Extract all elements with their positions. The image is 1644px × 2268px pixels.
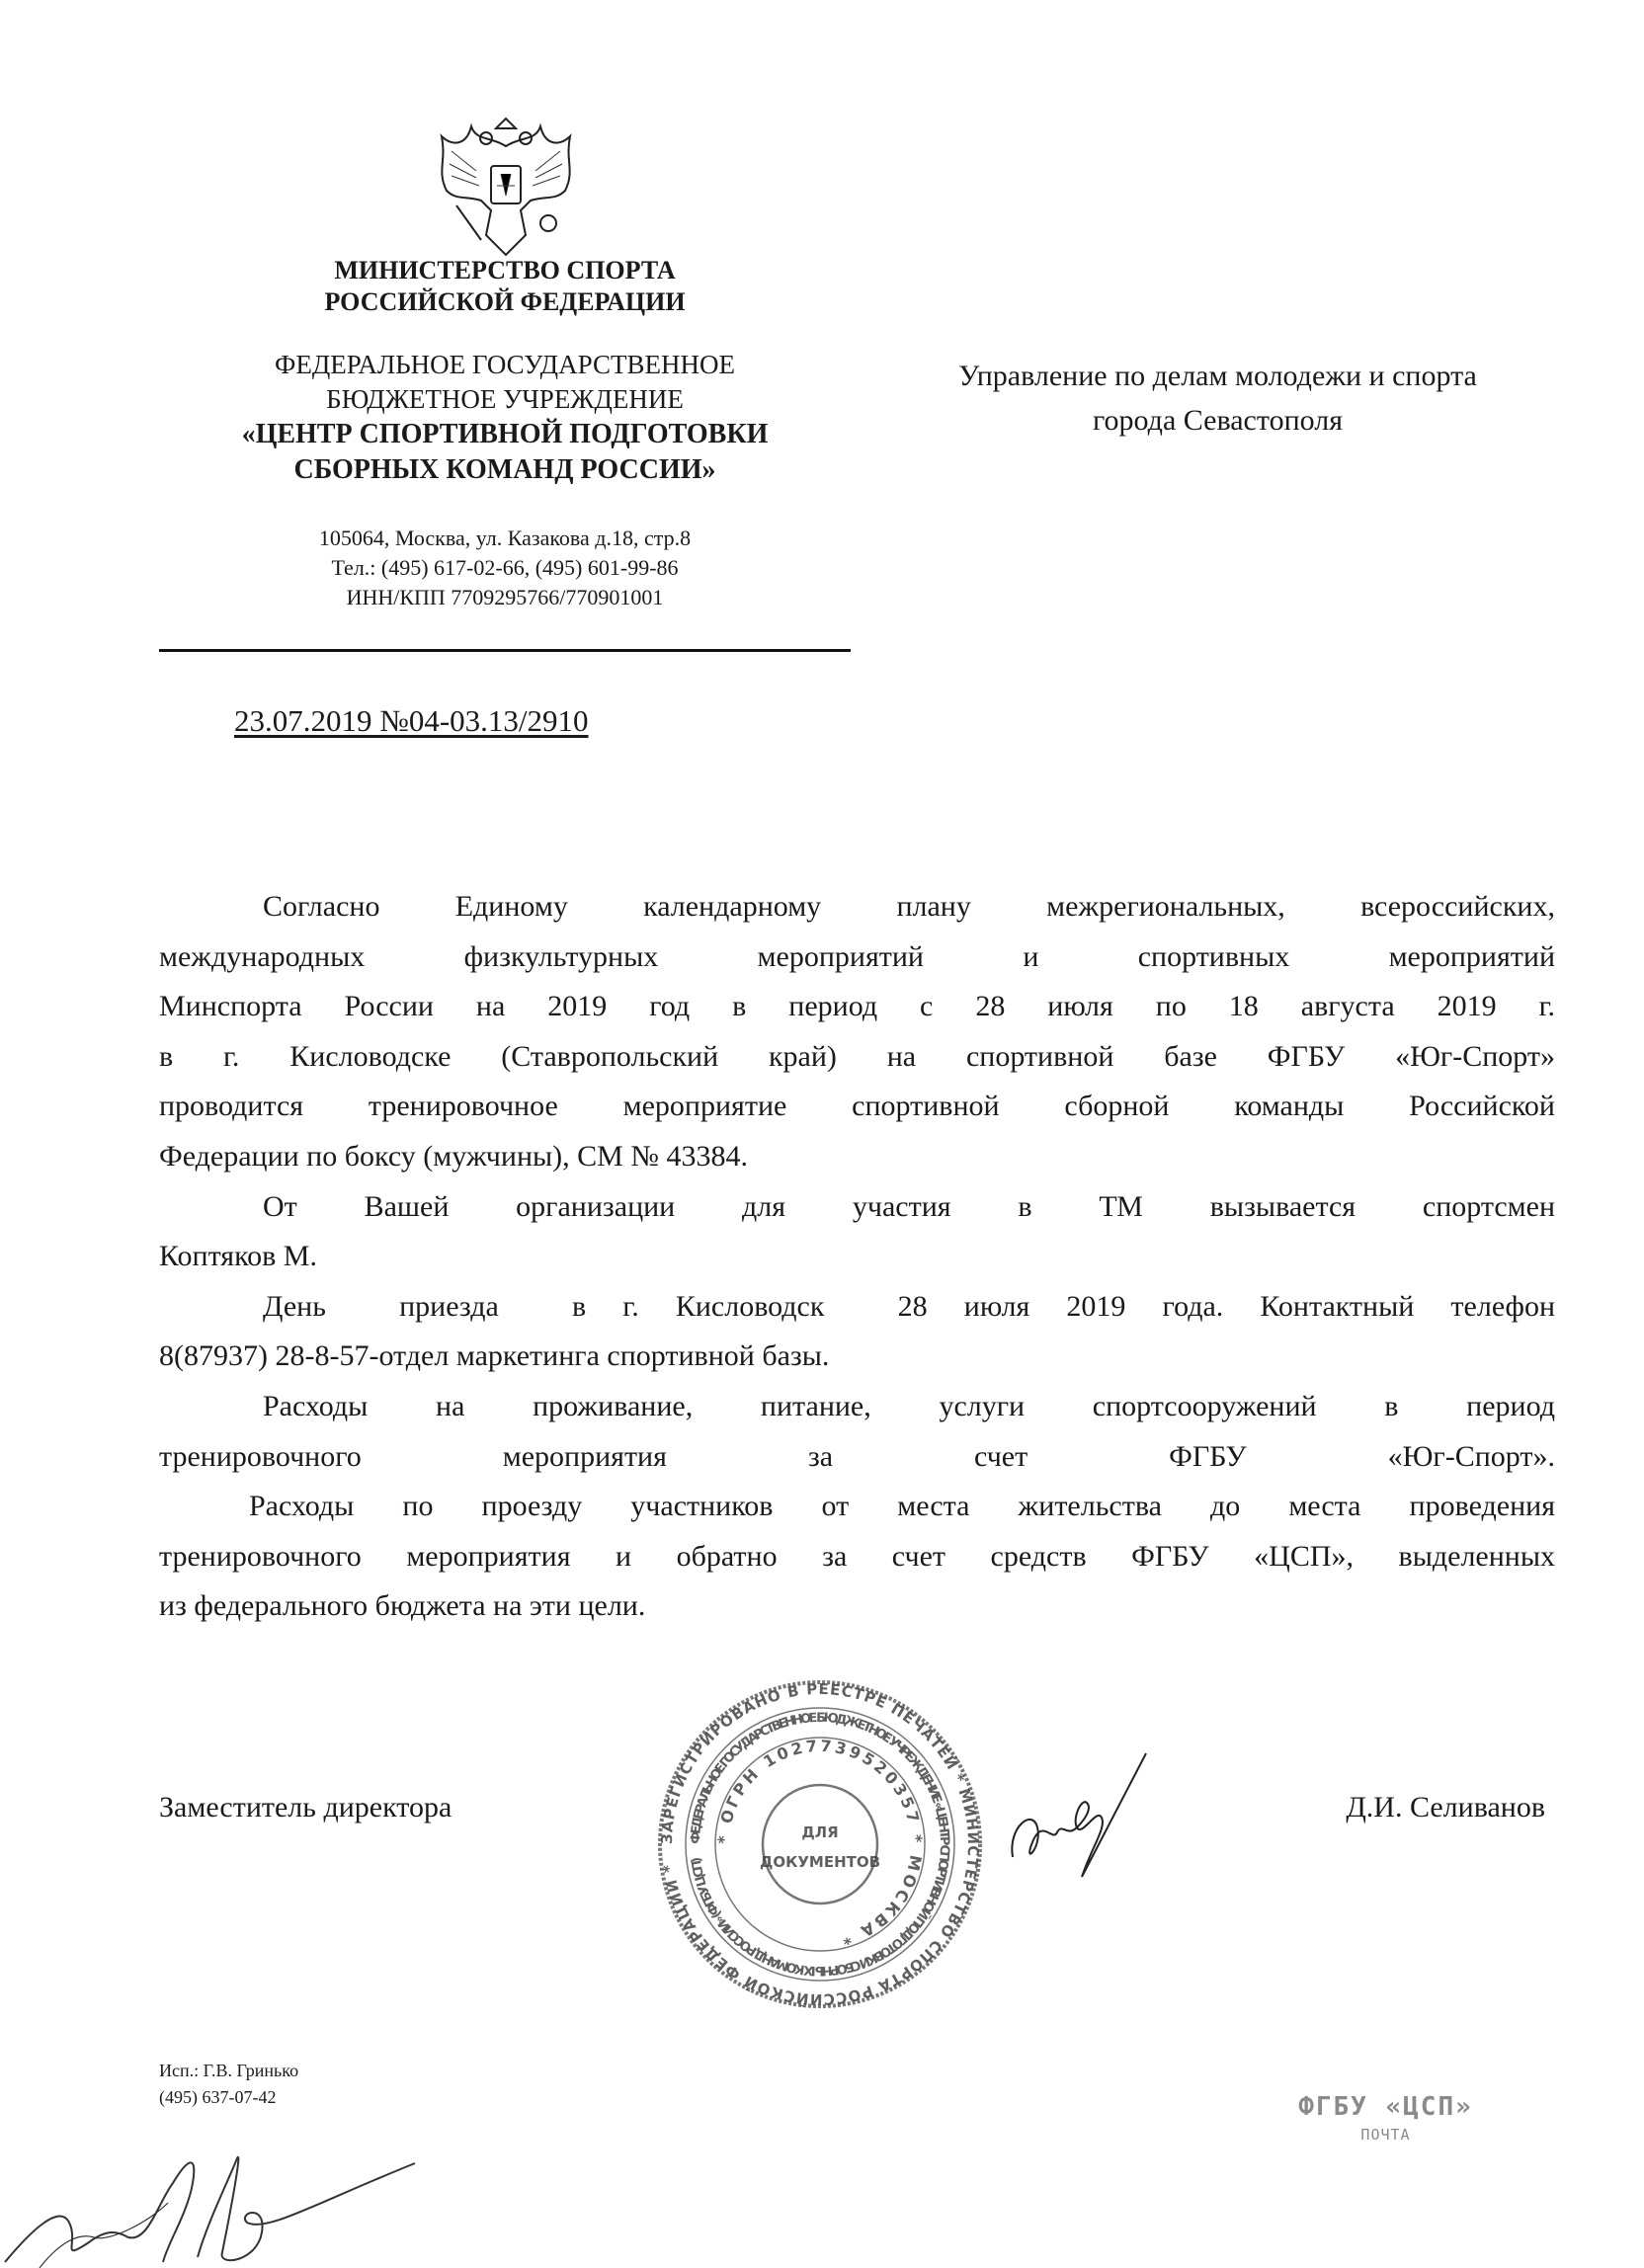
addressee xyxy=(874,354,1561,443)
body-line: От Вашей организации для участия в ТМ вызывается спортсмен xyxy=(263,1189,1555,1223)
body-line: Минспорта России на 2019 год в период с 28 июля по 18 августа 2019 г. xyxy=(159,990,1555,1023)
institution-name-line-2: СБОРНЫХ КОМАНД РОССИИ» xyxy=(293,454,716,485)
official-seal xyxy=(657,1679,983,2010)
institution-contacts xyxy=(159,524,851,612)
ministry-line-2: РОССИЙСКОЙ ФЕДЕРАЦИИ xyxy=(324,287,686,316)
seal-inner-text: * ОГРН 1027739520357 * МОСКВА * xyxy=(713,1736,927,1950)
body-line: проводится тренировочное мероприятие спортивной сборной команды Российской xyxy=(159,1090,1555,1123)
addressee-line-2: города Севастополя xyxy=(1092,404,1343,437)
body-line: 8(87937) 28-8-57-отдел маркетинга спортивной базы. xyxy=(159,1339,830,1373)
mail-stamp xyxy=(1279,2092,1492,2144)
paragraph-4 xyxy=(159,1382,1555,1482)
mail-stamp-label: ПОЧТА xyxy=(1360,2126,1411,2144)
ministry-heading xyxy=(159,255,851,318)
letter-body xyxy=(159,882,1555,1632)
body-line: из федерального бюджета на эти цели. xyxy=(159,1589,646,1623)
body-line: Согласно Единому календарному плану межрегиональных, всероссийских, xyxy=(263,890,1555,923)
ministry-line-1: МИНИСТЕРСТВО СПОРТА xyxy=(334,256,676,284)
institution-name-line-1: «ЦЕНТР СПОРТИВНОЙ ПОДГОТОВКИ xyxy=(241,419,769,449)
phones: Тел.: (495) 617-02-66, (495) 601-99-86 xyxy=(331,555,679,580)
director-signature xyxy=(1003,1748,1151,1887)
address: 105064, Москва, ул. Казакова д.18, стр.8 xyxy=(318,526,692,550)
paragraph-1 xyxy=(159,882,1555,1182)
body-line: тренировочного мероприятия и обратно за счет средств ФГБУ «ЦСП», выделенных xyxy=(159,1539,1555,1573)
seal-center-line-2: ДОКУМЕНТОВ xyxy=(759,1853,881,1871)
seal-center-line-1: ДЛЯ xyxy=(801,1823,839,1841)
signatory-role: Заместитель директора xyxy=(159,1791,452,1823)
seal-middle-text: ФЕДЕРАЛЬНОЕ ГОСУДАРСТВЕННОЕ БЮДЖЕТНОЕ УЧРЕЖДЕНИЕ «ЦЕНТР СПОРТИВНОЙ ПОДГОТОВКИ СБОРНЫХ КОМАНД РОССИИ» (ФГБУ ЦСП) xyxy=(688,1710,952,1979)
header-divider xyxy=(159,649,851,652)
executor-info xyxy=(159,2058,298,2111)
paragraph-5 xyxy=(159,1482,1555,1632)
body-line: международных физкультурных мероприятий и спортивных мероприятий xyxy=(159,939,1555,973)
signatory-name: Д.И. Селиванов xyxy=(1346,1791,1545,1823)
paragraph-2 xyxy=(159,1182,1555,1282)
handwritten-signature xyxy=(0,2144,494,2268)
institution-heading xyxy=(159,348,851,488)
body-line: Расходы по проезду участников от места жительства до места проведения xyxy=(249,1490,1555,1523)
paragraph-3 xyxy=(159,1282,1555,1382)
body-line: Коптяков М. xyxy=(159,1240,317,1273)
body-line: тренировочного мероприятия за счет ФГБУ «Юг-Спорт». xyxy=(159,1439,1555,1473)
body-line: в г. Кисловодске (Ставропольский край) на спортивной базе ФГБУ «Юг-Спорт» xyxy=(159,1039,1555,1073)
coat-of-arms-emblem xyxy=(432,117,580,260)
executor-phone: (495) 637-07-42 xyxy=(159,2087,277,2107)
body-line: День приезда в г. Кисловодск 28 июля 2019 года. Контактный телефон xyxy=(263,1289,1555,1323)
addressee-line-1: Управление по делам молодежи и спорта xyxy=(958,360,1477,392)
body-line: Расходы на проживание, питание, услуги спортсооружений в период xyxy=(263,1389,1555,1422)
institution-type-line-2: БЮДЖЕТНОЕ УЧРЕЖДЕНИЕ xyxy=(326,384,684,414)
executor-name: Исп.: Г.В. Гринько xyxy=(159,2061,299,2080)
document-date-number: 23.07.2019 №04-03.13/2910 xyxy=(234,703,589,738)
seal-outer-text: ЗАРЕГИСТРИРОВАНО В РЕЕСТРЕ ПЕЧАТЕЙ * МИНИСТЕРСТВО СПОРТА РОССИЙСКОЙ ФЕДЕРАЦИИ * xyxy=(657,1679,983,2009)
tax-ids: ИНН/КПП 7709295766/770901001 xyxy=(346,585,664,609)
body-line: Федерации по боксу (мужчины), СМ № 43384. xyxy=(159,1139,748,1173)
institution-type-line-1: ФЕДЕРАЛЬНОЕ ГОСУДАРСТВЕННОЕ xyxy=(275,350,735,379)
mail-stamp-org: ФГБУ «ЦСП» xyxy=(1298,2092,1473,2122)
